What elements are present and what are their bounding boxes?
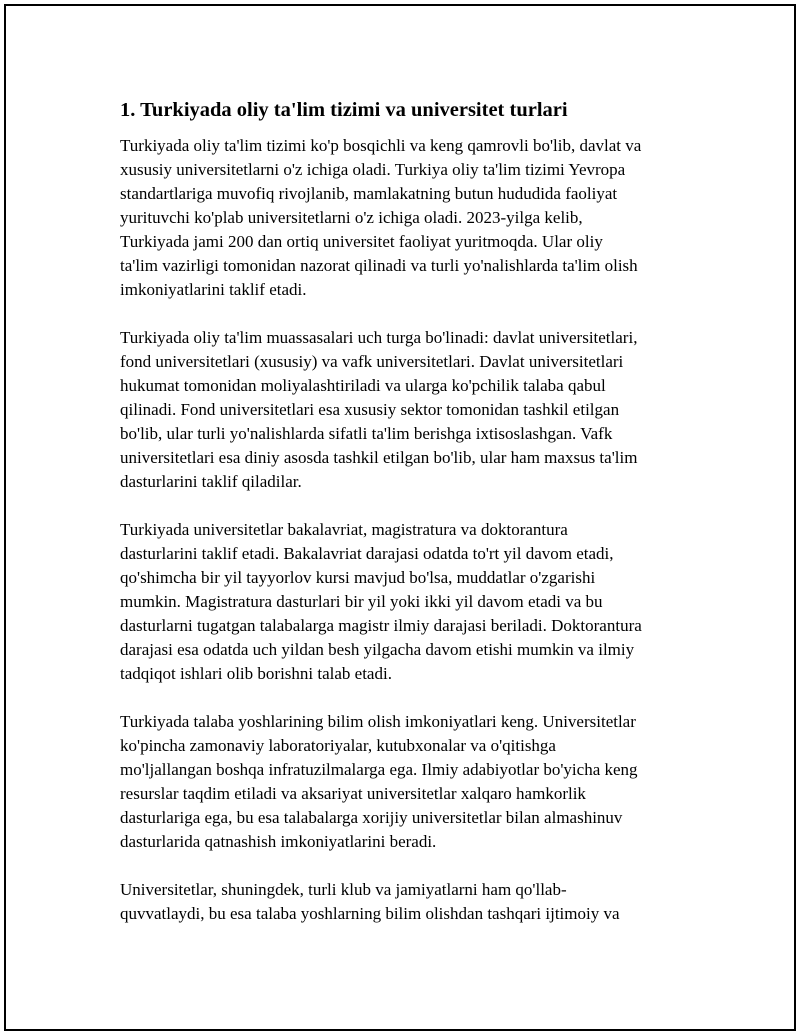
- text-line: Turkiyada jami 200 dan ortiq universitet faoliyat yuritmoqda. Ular oliy: [120, 232, 603, 251]
- text-line: xususiy universitetlarni o'z ichiga oladi. Turkiya oliy ta'lim tizimi Yevropa: [120, 160, 626, 179]
- text-line: dasturlariga ega, bu esa talabalarga xorijiy universitetlar bilan almashinuv: [120, 808, 623, 827]
- text-line: mumkin. Magistratura dasturlari bir yil yoki ikki yil davom etadi va bu: [120, 592, 603, 611]
- document-body: [120, 96, 694, 950]
- document-page: [4, 4, 796, 1031]
- text-line: imkoniyatlarini taklif etadi.: [120, 280, 307, 299]
- text-line: darajasi esa odatda uch yildan besh yilgacha davom etishi mumkin va ilmiy: [120, 640, 635, 659]
- text-line: fond universitetlari (xususiy) va vafk universitetlari. Davlat universitetlari: [120, 352, 624, 371]
- text-line: universitetlari esa diniy asosda tashkil etilgan bo'lib, ular ham maxsus ta'lim: [120, 448, 638, 467]
- text-line: Turkiyada universitetlar bakalavriat, magistratura va doktorantura: [120, 520, 568, 539]
- text-line: ko'pincha zamonaviy laboratoriyalar, kutubxonalar va o'qitishga: [120, 736, 556, 755]
- text-line: qo'shimcha bir yil tayyorlov kursi mavjud bo'lsa, muddatlar o'zgarishi: [120, 568, 596, 587]
- text-line: dasturlarini taklif etadi. Bakalavriat darajasi odatda to'rt yil davom etadi,: [120, 544, 614, 563]
- paragraph: [120, 326, 694, 494]
- text-line: yurituvchi ko'plab universitetlarni o'z ichiga oladi. 2023-yilga kelib,: [120, 208, 583, 227]
- text-line: dasturlarini taklif qiladilar.: [120, 472, 302, 491]
- text-line: Universitetlar, shuningdek, turli klub va jamiyatlarni ham qo'llab-: [120, 880, 567, 899]
- section-heading: 1. Turkiyada oliy ta'lim tizimi va universitet turlari: [120, 99, 568, 121]
- text-line: tadqiqot ishlari olib borishni talab etadi.: [120, 664, 392, 683]
- text-line: Turkiyada talaba yoshlarining bilim olish imkoniyatlari keng. Universitetlar: [120, 712, 636, 731]
- text-line: ta'lim vazirligi tomonidan nazorat qilinadi va turli yo'nalishlarda ta'lim olish: [120, 256, 638, 275]
- text-line: standartlariga muvofiq rivojlanib, mamlakatning butun hududida faoliyat: [120, 184, 618, 203]
- paragraph: [120, 518, 694, 686]
- text-line: qilinadi. Fond universitetlari esa xususiy sektor tomonidan tashkil etilgan: [120, 400, 620, 419]
- text-line: Turkiyada oliy ta'lim tizimi ko'p bosqichli va keng qamrovli bo'lib, davlat va: [120, 136, 642, 155]
- paragraph: [120, 710, 694, 854]
- text-line: Turkiyada oliy ta'lim muassasalari uch turga bo'linadi: davlat universitetlari,: [120, 328, 638, 347]
- paragraph: [120, 134, 694, 302]
- text-line: quvvatlaydi, bu esa talaba yoshlarning bilim olishdan tashqari ijtimoiy va: [120, 904, 620, 923]
- text-line: dasturlarni tugatgan talabalarga magistr ilmiy darajasi beriladi. Doktorantura: [120, 616, 642, 635]
- text-line: resurslar taqdim etiladi va aksariyat universitetlar xalqaro hamkorlik: [120, 784, 586, 803]
- text-line: mo'ljallangan boshqa infratuzilmalarga ega. Ilmiy adabiyotlar bo'yicha keng: [120, 760, 638, 779]
- text-line: hukumat tomonidan moliyalashtiriladi va ularga ko'pchilik talaba qabul: [120, 376, 606, 395]
- text-line: bo'lib, ular turli yo'nalishlarda sifatli ta'lim berishga ixtisoslashgan. Vafk: [120, 424, 613, 443]
- paragraph: [120, 878, 694, 926]
- text-line: dasturlarida qatnashish imkoniyatlarini beradi.: [120, 832, 437, 851]
